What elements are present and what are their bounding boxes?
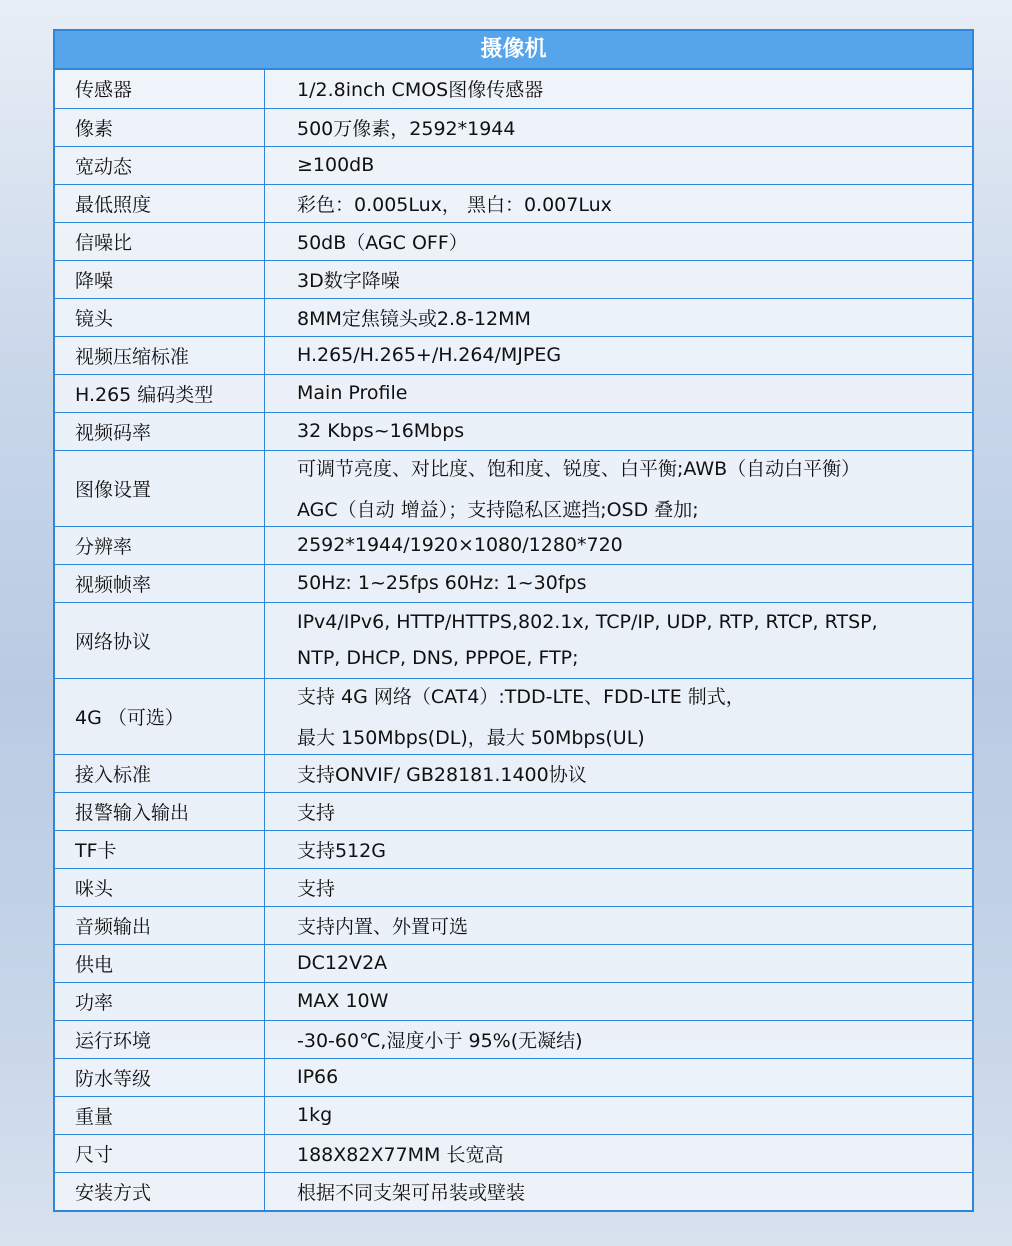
spec-value-line: 彩色：0.005Lux， 黑白：0.007Lux: [297, 193, 612, 216]
spec-row: [55, 146, 972, 184]
spec-label: H.265 编码类型: [55, 374, 265, 412]
spec-value: [265, 830, 973, 868]
spec-row: [55, 792, 972, 830]
spec-value: [265, 260, 973, 298]
spec-value-line: MAX 10W: [297, 990, 389, 1012]
spec-row: [55, 1172, 972, 1210]
spec-value: [265, 982, 973, 1020]
spec-value: [265, 1058, 973, 1096]
spec-label: 传感器: [55, 70, 265, 108]
spec-value-line: 32 Kbps~16Mbps: [297, 420, 465, 442]
spec-label: 视频码率: [55, 412, 265, 450]
spec-row: [55, 260, 972, 298]
spec-row: [55, 412, 972, 450]
spec-value: [265, 108, 973, 146]
spec-value-line: DC12V2A: [297, 952, 388, 974]
spec-value-line: 支持: [297, 801, 336, 824]
spec-row: [55, 450, 972, 526]
spec-label: 宽动态: [55, 146, 265, 184]
spec-value-line: -30-60℃,湿度小于 95%(无凝结): [297, 1029, 583, 1052]
spec-label: 防水等级: [55, 1058, 265, 1096]
spec-row: [55, 1134, 972, 1172]
spec-row: [55, 754, 972, 792]
spec-row: [55, 1020, 972, 1058]
spec-table: [55, 70, 972, 1210]
spec-value-line: 2592*1944/1920×1080/1280*720: [297, 534, 623, 556]
spec-value-line: 188X82X77MM 长宽高: [297, 1143, 504, 1166]
spec-value-line: 500万像素，2592*1944: [297, 117, 516, 140]
spec-value-line: IP66: [297, 1066, 339, 1088]
spec-row: [55, 108, 972, 146]
spec-value: [265, 678, 973, 754]
spec-value-line: 50dB（AGC OFF）: [297, 231, 468, 254]
spec-value: [265, 1172, 973, 1210]
spec-value: [265, 374, 973, 412]
spec-label: 图像设置: [55, 450, 265, 526]
spec-label: 安装方式: [55, 1172, 265, 1210]
spec-value-line: 3D数字降噪: [297, 269, 400, 292]
spec-label: 镜头: [55, 298, 265, 336]
spec-row: [55, 602, 972, 678]
spec-value: [265, 602, 973, 678]
spec-value: [265, 146, 973, 184]
spec-value-line: 支持内置、外置可选: [297, 915, 469, 938]
spec-value-line: NTP, DHCP, DNS, PPPOE, FTP;: [297, 647, 579, 669]
spec-value-line: 最大 150Mbps(DL)，最大 50Mbps(UL): [297, 727, 645, 749]
spec-value: [265, 412, 973, 450]
spec-value: [265, 526, 973, 564]
spec-value: [265, 792, 973, 830]
spec-label: 网络协议: [55, 602, 265, 678]
spec-value: [265, 184, 973, 222]
spec-row: [55, 944, 972, 982]
spec-label: 视频帧率: [55, 564, 265, 602]
spec-value-line: 1/2.8inch CMOS图像传感器: [297, 79, 544, 102]
spec-value: [265, 868, 973, 906]
spec-label: 功率: [55, 982, 265, 1020]
spec-value-line: AGC（自动 增益）；支持隐私区遮挡;OSD 叠加;: [297, 499, 699, 521]
spec-title: 摄像机: [55, 31, 972, 70]
spec-label: TF卡: [55, 830, 265, 868]
spec-value-line: 根据不同支架可吊装或壁装: [297, 1181, 526, 1204]
spec-value: [265, 222, 973, 260]
spec-value: [265, 70, 973, 108]
spec-label: 尺寸: [55, 1134, 265, 1172]
spec-label: 降噪: [55, 260, 265, 298]
spec-value-line: 支持512G: [297, 839, 386, 862]
spec-row: [55, 868, 972, 906]
spec-label: 接入标准: [55, 754, 265, 792]
spec-row: [55, 1058, 972, 1096]
spec-label: 最低照度: [55, 184, 265, 222]
spec-value: [265, 754, 973, 792]
spec-label: 咪头: [55, 868, 265, 906]
spec-row: [55, 336, 972, 374]
spec-label: 运行环境: [55, 1020, 265, 1058]
spec-value: [265, 1134, 973, 1172]
spec-row: [55, 298, 972, 336]
spec-label: 像素: [55, 108, 265, 146]
spec-value: [265, 564, 973, 602]
spec-label: 报警输入输出: [55, 792, 265, 830]
spec-row: [55, 222, 972, 260]
spec-label: 视频压缩标准: [55, 336, 265, 374]
spec-row: [55, 678, 972, 754]
spec-value: [265, 944, 973, 982]
spec-label: 音频输出: [55, 906, 265, 944]
spec-label: 信噪比: [55, 222, 265, 260]
spec-value-line: ≥100dB: [297, 154, 375, 176]
spec-row: [55, 564, 972, 602]
spec-value-line: 1kg: [297, 1104, 333, 1126]
spec-value: [265, 450, 973, 526]
spec-value: [265, 336, 973, 374]
spec-value: [265, 1096, 973, 1134]
spec-row: [55, 830, 972, 868]
spec-sheet: [53, 29, 974, 1212]
spec-value: [265, 1020, 973, 1058]
spec-row: [55, 70, 972, 108]
spec-value-line: Main Profile: [297, 382, 408, 404]
spec-value-line: 支持ONVIF/ GB28181.1400协议: [297, 763, 587, 786]
spec-row: [55, 374, 972, 412]
spec-label: 4G （可选）: [55, 678, 265, 754]
spec-row: [55, 906, 972, 944]
spec-label: 供电: [55, 944, 265, 982]
spec-value: [265, 906, 973, 944]
spec-value-line: H.265/H.265+/H.264/MJPEG: [297, 344, 562, 366]
spec-row: [55, 526, 972, 564]
spec-label: 重量: [55, 1096, 265, 1134]
spec-row: [55, 982, 972, 1020]
spec-label: 分辨率: [55, 526, 265, 564]
spec-value-line: 可调节亮度、对比度、饱和度、锐度、白平衡;AWB（自动白平衡）: [297, 458, 861, 480]
spec-value-line: 50Hz: 1~25fps 60Hz: 1~30fps: [297, 572, 587, 594]
spec-row: [55, 1096, 972, 1134]
spec-row: [55, 184, 972, 222]
spec-value-line: IPv4/IPv6, HTTP/HTTPS,802.1x, TCP/IP, UDP, RTP, RTCP, RTSP,: [297, 611, 878, 633]
spec-value-line: 支持: [297, 877, 336, 900]
spec-value: [265, 298, 973, 336]
spec-value-line: 支持 4G 网络（CAT4）:TDD-LTE、FDD-LTE 制式，: [297, 686, 745, 708]
spec-value-line: 8MM定焦镜头或2.8-12MM: [297, 307, 531, 330]
